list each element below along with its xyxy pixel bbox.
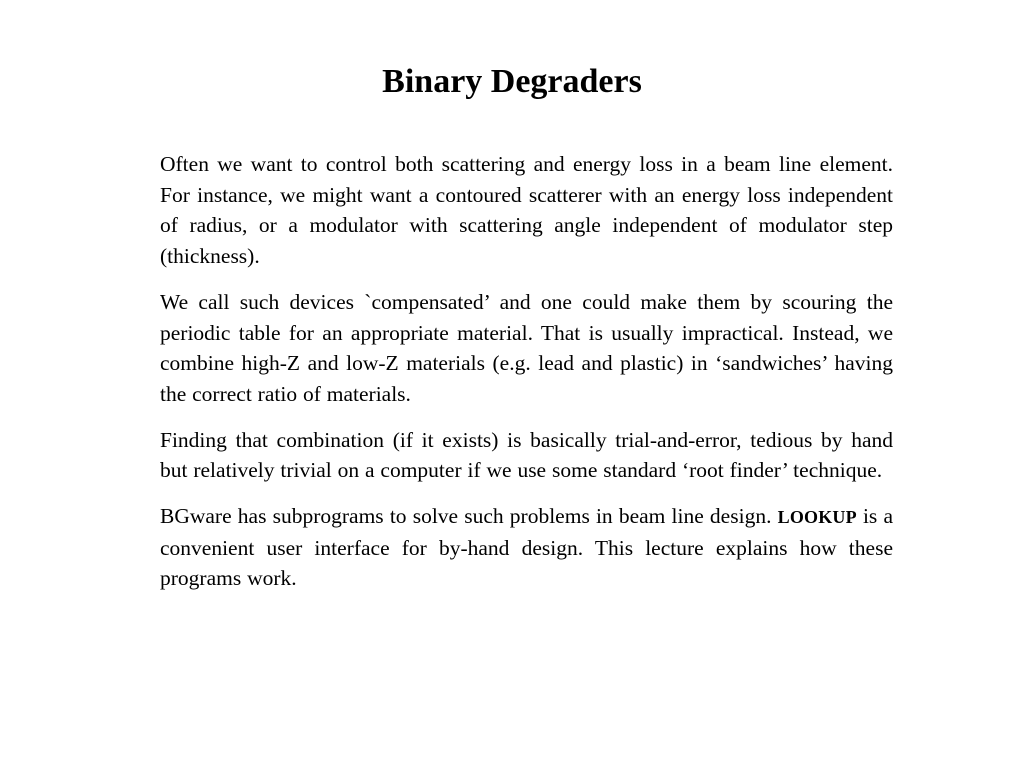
paragraph-1: Often we want to control both scattering and energy loss in a beam line element. For instance, we might want a contoured scatterer with an energy loss independent of radius, or a modulator with scattering angle independent of modulator step (thickness). <box>160 152 893 269</box>
lookup-keyword: LOOKUP <box>777 507 857 528</box>
paragraph-4-intro: BGware has subprograms to solve such problems in beam line design. <box>160 504 778 529</box>
paragraph-2: We call such devices `compensated’ and one could make them by scouring the periodic table for an appropriate material. That is usually impractical. Instead, we combine high-Z and low-Z materials (e.g. lead and plastic) in ‘sandwiches’ having the correct ratio of materials. <box>160 289 893 406</box>
slide-title: Binary Degraders <box>382 63 642 100</box>
paragraph-4-rest: is a convenient user interface for by-hand design. This lecture explains how these programs work. <box>160 504 893 591</box>
slide-body <box>160 149 893 609</box>
paragraph-4 <box>160 501 893 594</box>
paragraph-3: Finding that combination (if it exists) is basically trial-and-error, tedious by hand but relatively trivial on a computer if we use some standard ‘root finder’ technique. <box>160 427 893 483</box>
